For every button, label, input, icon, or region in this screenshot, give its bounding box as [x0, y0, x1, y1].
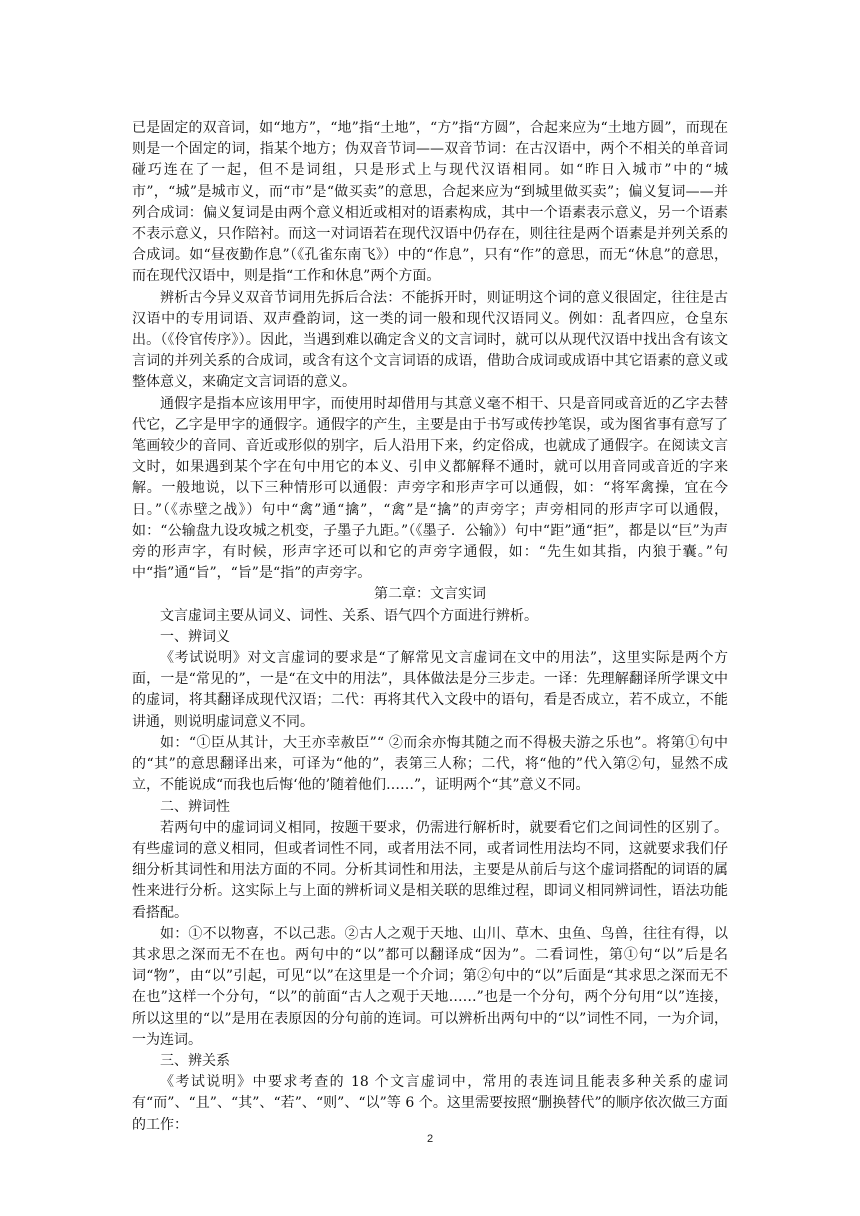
paragraph-cixing-example: 如：①不以物喜，不以己悲。②古人之观于天地、山川、草木、虫鱼、鸟兽，往往有得，以其求思之深而无不在也。两句中的“以”都可以翻译成“因为”。二看词性，第①句“以”后是名词“物”，由“以”引起，可见“以”在这里是一个介词；第②句中的“以”后面是“其求思之深而无不在也”这样一个分句，“以”的前面“古人之观于天地……”也是一个分句，两个分句用“以”连接，所以这里的“以”是用在表原因的分句前的连词。可以辨析出两句中的“以”词性不同，一为介词，一为连词。 — [132, 925, 728, 1048]
paragraph-ciyi: 《考试说明》对文言虚词的要求是“了解常见文言虚词在文中的用法”，这里实际是两个方面，一是“常见的”，一是“在文中的用法”，具体做法是分三步走。一译：先理解翻译所学课文中的虚词，将其翻译成现代汉语；二代：再将其代入文段中的语句，看是否成立，若不成立，不能讲通，则说明虚词意义不同。 — [132, 650, 728, 730]
paragraph-cixing: 若两句中的虚词词义相同，按题干要求，仍需进行解析时，就要看它们之间词性的区别了。有些虚词的意义相同，但或者词性不同，或者用法不同，或者词性用法均不同，这就要求我们仔细分析其词性和用法方面的不同。分析其词性和用法，主要是从前后与这个虚词搭配的词语的属性来进行分析。这实际上与上面的辨析词义是相关联的思维过程，即词义相同辨词性，语法功能看搭配。 — [132, 819, 728, 921]
paragraph-ciyi-example: 如：“①臣从其计，大王亦幸赦臣”“ ②而余亦悔其随之而不得极夫游之乐也”。将第①句中的“其”的意思翻译出来，可译为“他的”，表第三人称；二代，将“他的”代入第②句，显然不成立，不能说成“而我也后悔‘他的’随着他们……”，证明两个“其”意义不同。 — [132, 734, 728, 794]
paragraph-tongjiazi: 通假字是指本应该用甲字，而使用时却借用与其意义毫不相干、只是音同或音近的乙字去替代它，乙字是甲字的通假字。通假字的产生，主要是由于书写或传抄笔误，或为图省事有意写了笔画较少的音同、音近或形似的别字，后人沿用下来，约定俗成，也就成了通假字。在阅读文言文时，如果遇到某个字在句中用它的本义、引申义都解释不通时，就可以用音同或音近的字来解。一般地说，以下三种情形可以通假：声旁字和形声字可以通假，如：“将军禽操，宜在今日。”（《赤壁之战》）句中“禽”通“擒”，“禽”是“擒”的声旁字；声旁相同的形声字可以通假，如：“公输盘九设攻城之机变，子墨子九距。”（《墨子．公输》）句中“距”通“拒”，都是以“巨”为声旁的形声字，有时候，形声字还可以和它的声旁字通假，如：“先生如其指，内狼于囊。”句中“指”通“旨”，“旨”是“指”的声旁字。 — [132, 395, 728, 582]
paragraph-xianchaihouhe: 辨析古今异义双音节词用先拆后合法：不能拆开时，则证明这个词的意义很固定，往往是古汉语中的专用词语、双声叠韵词，这一类的词一般和现代汉语同义。例如：乱者四应，仓皇东出。（《伶官传序》）。因此，当遇到难以确定含义的文言词时，就可以从现代汉语中找出含有该文言词的并列关系的合成词，或含有这个文言词语的成语，借助合成词或成语中其它语素的意义或整体意义，来确定文言词语的意义。 — [132, 289, 728, 391]
document-body — [132, 118, 728, 1136]
chapter-heading: 第二章：文言实词 — [374, 586, 486, 603]
page-number: 2 — [426, 1133, 434, 1145]
paragraph-xuci-intro: 文言虚词主要从词义、词性、关系、语气四个方面进行辨析。 — [160, 607, 538, 624]
section-heading-cixing: 二、辨词性 — [160, 798, 230, 815]
paragraph-shuangyinci: 已是固定的双音词，如“地方”，“地”指“土地”，“方”指“方圆”，合起来应为“土地方圆”，而现在则是一个固定的词，指某个地方；伪双音节词——双音节词：在古汉语中，两个不相关的单音词碰巧连在了一起，但不是词组，只是形式上与现代汉语相同。如“昨日入城市”中的“城市”，“城”是城市义，而“市”是“做买卖”的意思，合起来应为“到城里做买卖”；偏义复词——并列合成词：偏义复词是由两个意义相近或相对的语素构成，其中一个语素表示意义，另一个语素不表示意义，只作陪衬。而这一对词语若在现代汉语中仍存在，则往往是两个语素是并列关系的合成词。如“昼夜勤作息”（《孔雀东南飞》）中的“作息”，只有“作”的意思，而无“休息”的意思，而在现代汉语中，则是指“工作和休息”两个方面。 — [132, 120, 728, 285]
section-heading-guanxi: 三、辨关系 — [160, 1052, 230, 1069]
section-heading-ciyi: 一、辨词义 — [160, 628, 230, 645]
paragraph-guanxi: 《考试说明》中要求考查的 18 个文言虚词中，常用的表连词且能表多种关系的虚词有“而”、“且”、“其”、“若”、“则”、“以”等 6 个。这里需要按照“删换替代”的顺序依次做三方面的工作： — [132, 1074, 728, 1133]
